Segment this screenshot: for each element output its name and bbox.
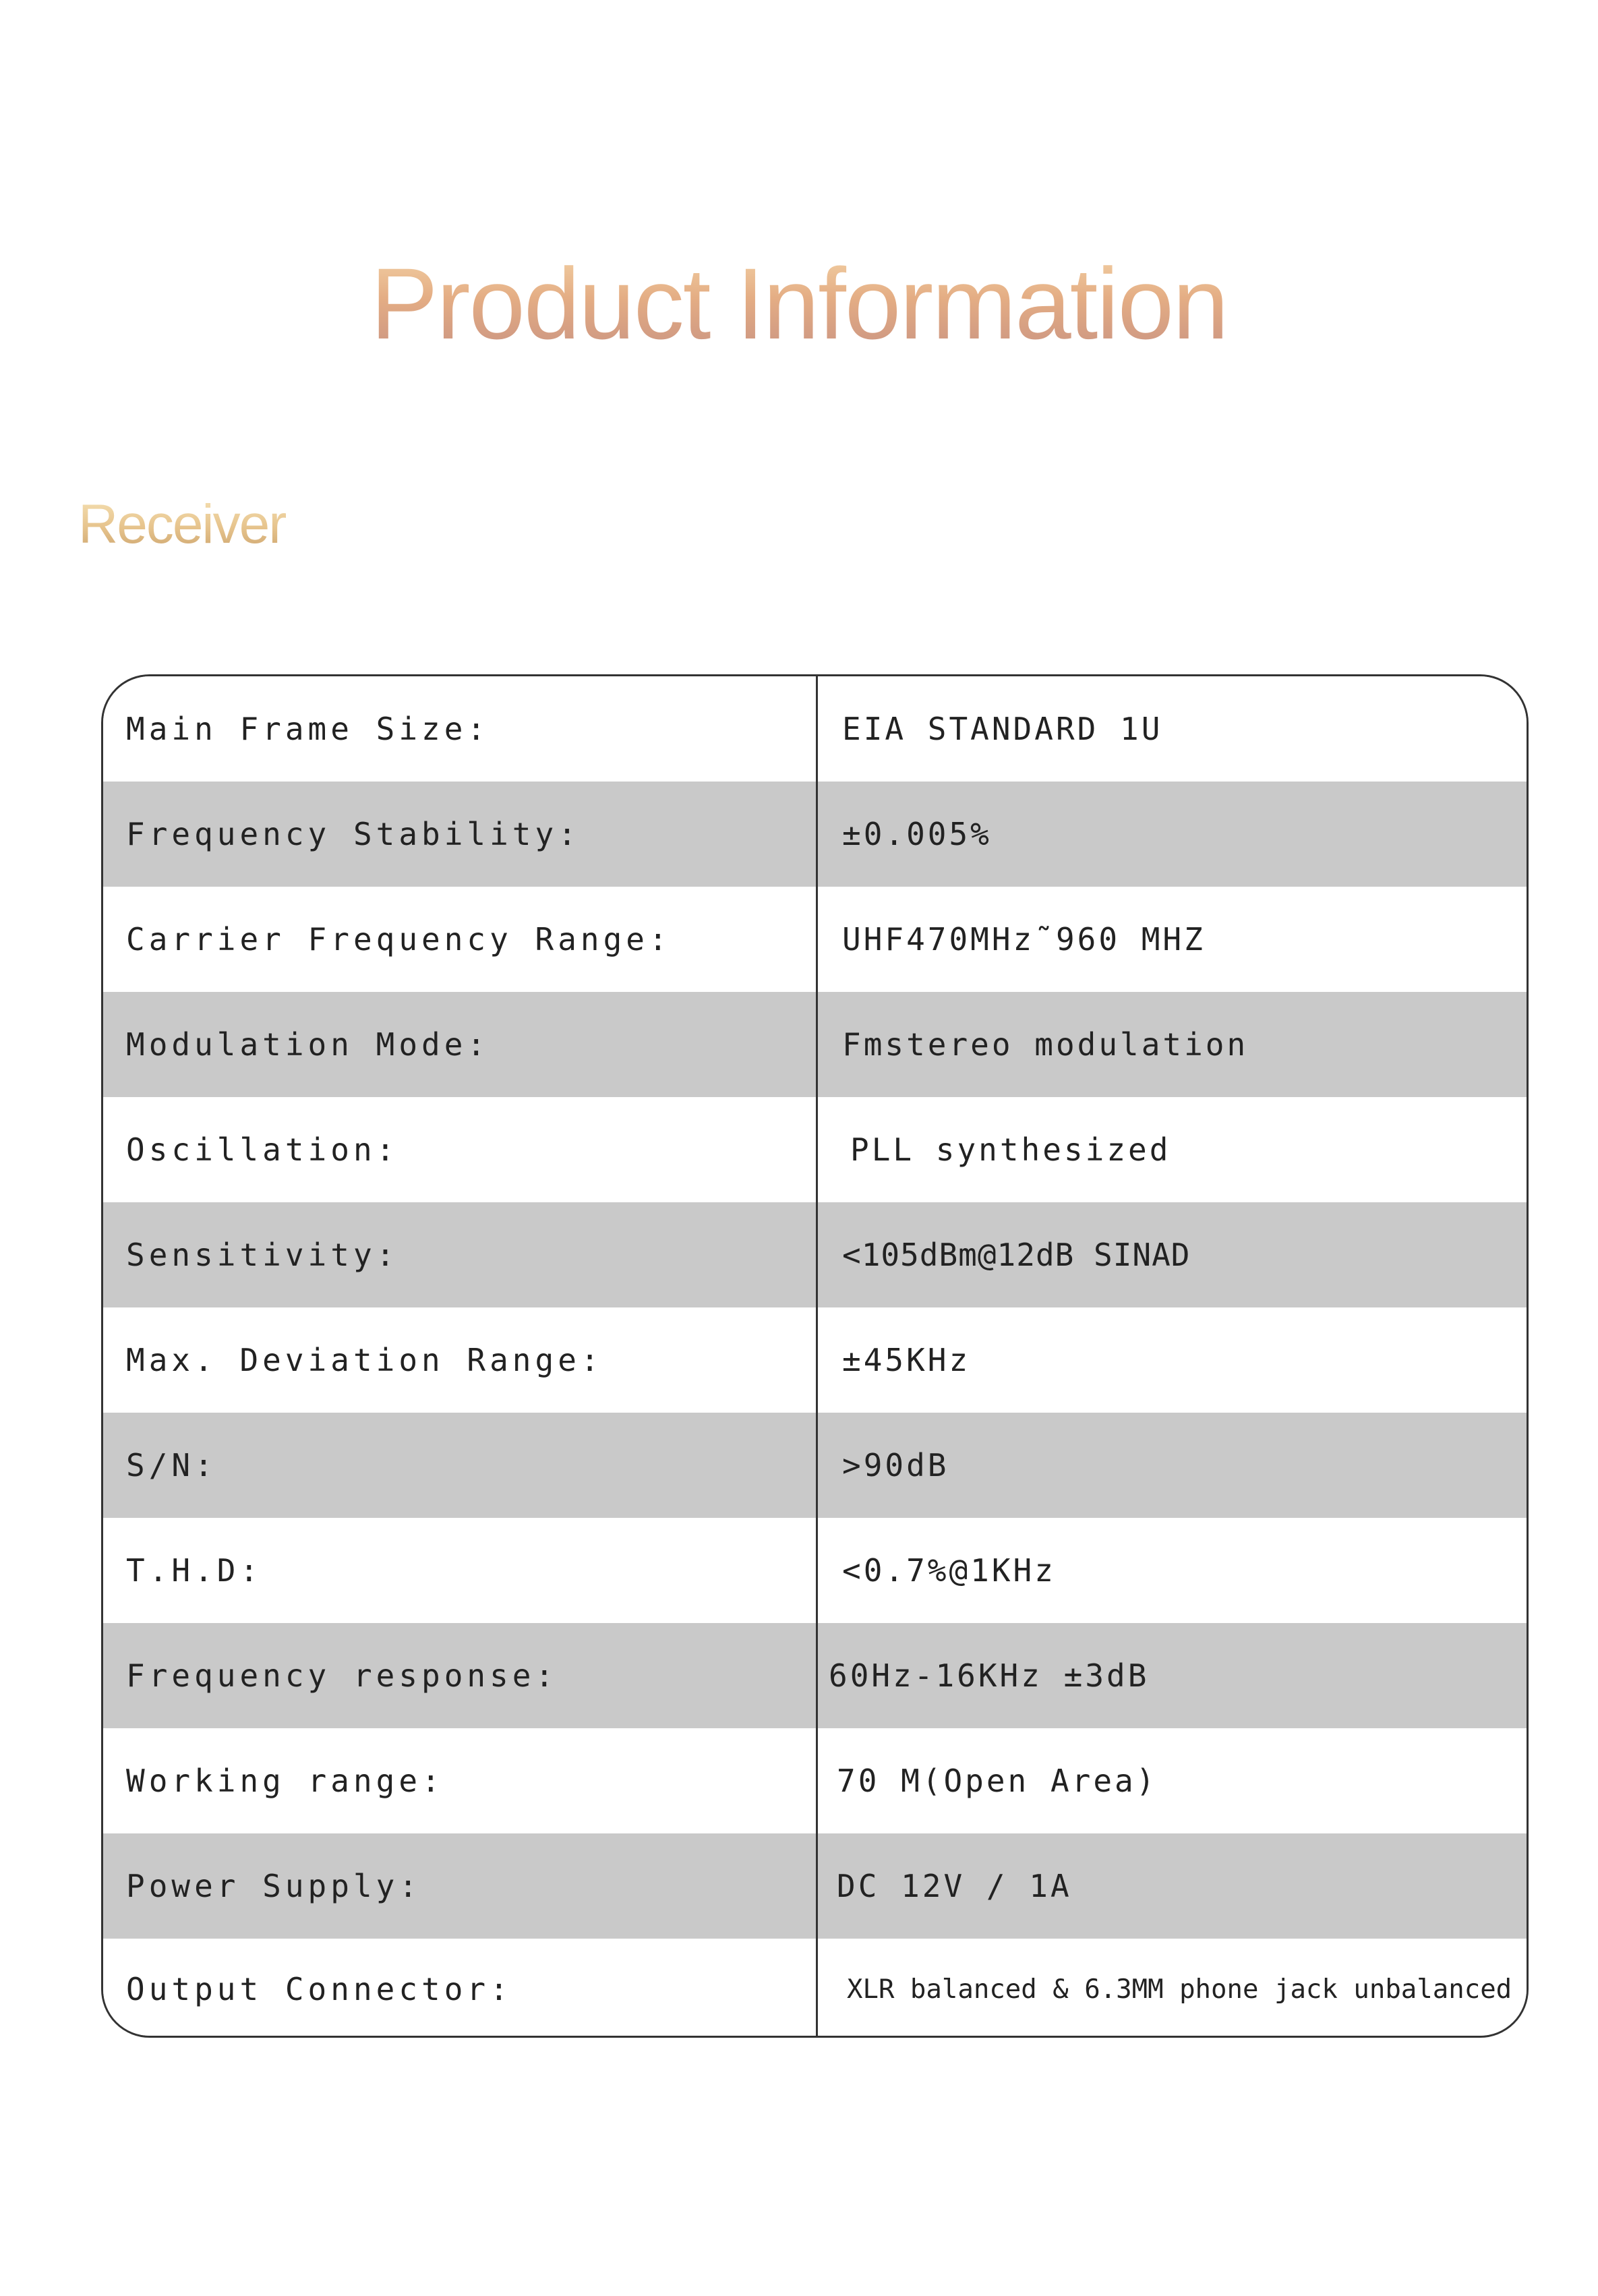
spec-value: EIA STANDARD 1U <box>842 711 1163 747</box>
spec-label: Working range: <box>126 1763 444 1799</box>
spec-row <box>103 1307 1527 1413</box>
page-title: Product Information <box>0 249 1598 357</box>
spec-row <box>103 1097 1527 1202</box>
spec-label: Main Frame Size: <box>126 711 490 747</box>
spec-label: Output Connector: <box>126 1971 512 2007</box>
spec-value: UHF470MHz˜960 MHZ <box>842 921 1206 958</box>
spec-label: T.H.D: <box>126 1552 263 1589</box>
spec-label: Carrier Frequency Range: <box>126 921 672 958</box>
spec-row <box>103 1939 1527 2038</box>
spec-value: 70 M(Open Area) <box>837 1763 1158 1799</box>
spec-value: <0.7%@1KHz <box>842 1552 1056 1589</box>
spec-row <box>103 676 1527 782</box>
spec-value: <105dBm@12dB SINAD <box>842 1237 1191 1273</box>
spec-row <box>103 782 1527 887</box>
spec-row <box>103 1833 1527 1939</box>
spec-row <box>103 887 1527 992</box>
spec-label: Sensitivity: <box>126 1237 399 1273</box>
spec-row <box>103 1518 1527 1623</box>
spec-row <box>103 992 1527 1097</box>
spec-value: DC 12V / 1A <box>837 1868 1072 1904</box>
spec-value: 60Hz-16KHz ±3dB <box>829 1657 1150 1694</box>
spec-label: Modulation Mode: <box>126 1026 490 1063</box>
column-divider <box>816 676 818 2036</box>
spec-row <box>103 1413 1527 1518</box>
spec-row <box>103 1202 1527 1307</box>
spec-label: Frequency Stability: <box>126 816 581 852</box>
spec-value: XLR balanced & 6.3MM phone jack unbalanced <box>847 1974 1512 2005</box>
spec-label: S/N: <box>126 1447 217 1483</box>
section-title-receiver: Receiver <box>78 492 286 557</box>
spec-label: Frequency response: <box>126 1657 558 1694</box>
spec-table <box>101 674 1529 2038</box>
spec-value: >90dB <box>842 1447 949 1483</box>
spec-label: Max. Deviation Range: <box>126 1342 603 1378</box>
spec-row <box>103 1623 1527 1728</box>
spec-value: ±0.005% <box>842 816 992 852</box>
spec-label: Oscillation: <box>126 1131 399 1168</box>
spec-value: ±45KHz <box>842 1342 971 1378</box>
spec-label: Power Supply: <box>126 1868 422 1904</box>
spec-row <box>103 1728 1527 1833</box>
spec-value: Fmstereo modulation <box>842 1026 1249 1063</box>
spec-value: PLL synthesized <box>850 1131 1171 1168</box>
